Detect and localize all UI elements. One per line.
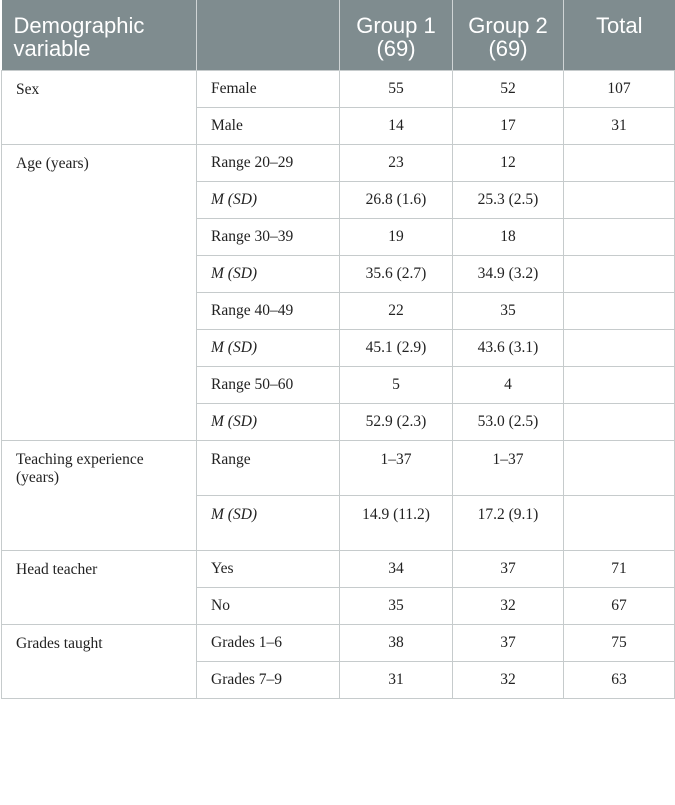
cell-total: 71 xyxy=(564,550,675,587)
cell-group-2: 1–37 xyxy=(453,440,564,495)
cell-group-2: 52 xyxy=(453,70,564,107)
cell-total xyxy=(564,403,675,440)
cell-total xyxy=(564,218,675,255)
cell-group-1: 35.6 (2.7) xyxy=(340,255,453,292)
sub-label: No xyxy=(197,587,340,624)
table-row xyxy=(2,144,675,181)
cell-group-2: 32 xyxy=(453,661,564,698)
cell-group-1: 5 xyxy=(340,366,453,403)
cell-group-2: 12 xyxy=(453,144,564,181)
cell-group-2: 4 xyxy=(453,366,564,403)
cell-group-2: 17 xyxy=(453,107,564,144)
sub-label: Range 50–60 xyxy=(197,366,340,403)
header-group-2: Group 2 (69) xyxy=(453,0,564,70)
cell-group-2: 34.9 (3.2) xyxy=(453,255,564,292)
variable-sex: Sex xyxy=(2,70,197,144)
cell-group-1: 1–37 xyxy=(340,440,453,495)
cell-group-2: 53.0 (2.5) xyxy=(453,403,564,440)
sub-label: Range 40–49 xyxy=(197,292,340,329)
cell-group-2: 32 xyxy=(453,587,564,624)
sub-label: Yes xyxy=(197,550,340,587)
sub-label: M (SD) xyxy=(197,329,340,366)
sub-label: Grades 7–9 xyxy=(197,661,340,698)
cell-total: 63 xyxy=(564,661,675,698)
cell-group-1: 52.9 (2.3) xyxy=(340,403,453,440)
cell-total xyxy=(564,329,675,366)
variable-head-teacher: Head teacher xyxy=(2,550,197,624)
cell-group-1: 22 xyxy=(340,292,453,329)
sub-label: Grades 1–6 xyxy=(197,624,340,661)
cell-group-2: 37 xyxy=(453,624,564,661)
sub-label: Range xyxy=(197,440,340,495)
cell-group-2: 35 xyxy=(453,292,564,329)
sub-label: M (SD) xyxy=(197,181,340,218)
sub-label: Female xyxy=(197,70,340,107)
cell-group-2: 17.2 (9.1) xyxy=(453,495,564,550)
variable-age: Age (years) xyxy=(2,144,197,440)
cell-total: 67 xyxy=(564,587,675,624)
table-body xyxy=(2,70,675,698)
cell-group-1: 14 xyxy=(340,107,453,144)
sub-label: Male xyxy=(197,107,340,144)
sub-label: M (SD) xyxy=(197,255,340,292)
sub-label: M (SD) xyxy=(197,495,340,550)
cell-total xyxy=(564,181,675,218)
table-row xyxy=(2,624,675,661)
cell-group-1: 55 xyxy=(340,70,453,107)
cell-group-1: 14.9 (11.2) xyxy=(340,495,453,550)
header-total: Total xyxy=(564,0,675,70)
variable-grades-taught: Grades taught xyxy=(2,624,197,698)
table-header xyxy=(2,0,675,70)
sub-label: Range 20–29 xyxy=(197,144,340,181)
cell-group-1: 23 xyxy=(340,144,453,181)
cell-total xyxy=(564,292,675,329)
demographics-table xyxy=(1,0,675,699)
cell-group-1: 45.1 (2.9) xyxy=(340,329,453,366)
cell-group-1: 26.8 (1.6) xyxy=(340,181,453,218)
cell-group-1: 31 xyxy=(340,661,453,698)
table-row xyxy=(2,70,675,107)
sub-label: M (SD) xyxy=(197,403,340,440)
cell-total xyxy=(564,440,675,495)
cell-total xyxy=(564,255,675,292)
cell-group-2: 43.6 (3.1) xyxy=(453,329,564,366)
cell-total xyxy=(564,495,675,550)
table-row xyxy=(2,550,675,587)
cell-group-1: 34 xyxy=(340,550,453,587)
cell-group-2: 37 xyxy=(453,550,564,587)
sub-label: Range 30–39 xyxy=(197,218,340,255)
cell-group-1: 38 xyxy=(340,624,453,661)
cell-total: 31 xyxy=(564,107,675,144)
header-demographic-variable: Demographic variable xyxy=(2,0,197,70)
cell-total: 75 xyxy=(564,624,675,661)
table-row xyxy=(2,440,675,495)
header-row xyxy=(2,0,675,70)
cell-total: 107 xyxy=(564,70,675,107)
cell-group-2: 18 xyxy=(453,218,564,255)
variable-teaching-experience: Teaching experience (years) xyxy=(2,440,197,550)
cell-group-2: 25.3 (2.5) xyxy=(453,181,564,218)
cell-total xyxy=(564,366,675,403)
cell-group-1: 35 xyxy=(340,587,453,624)
header-group-1: Group 1 (69) xyxy=(340,0,453,70)
cell-total xyxy=(564,144,675,181)
header-subcategory xyxy=(197,0,340,70)
cell-group-1: 19 xyxy=(340,218,453,255)
